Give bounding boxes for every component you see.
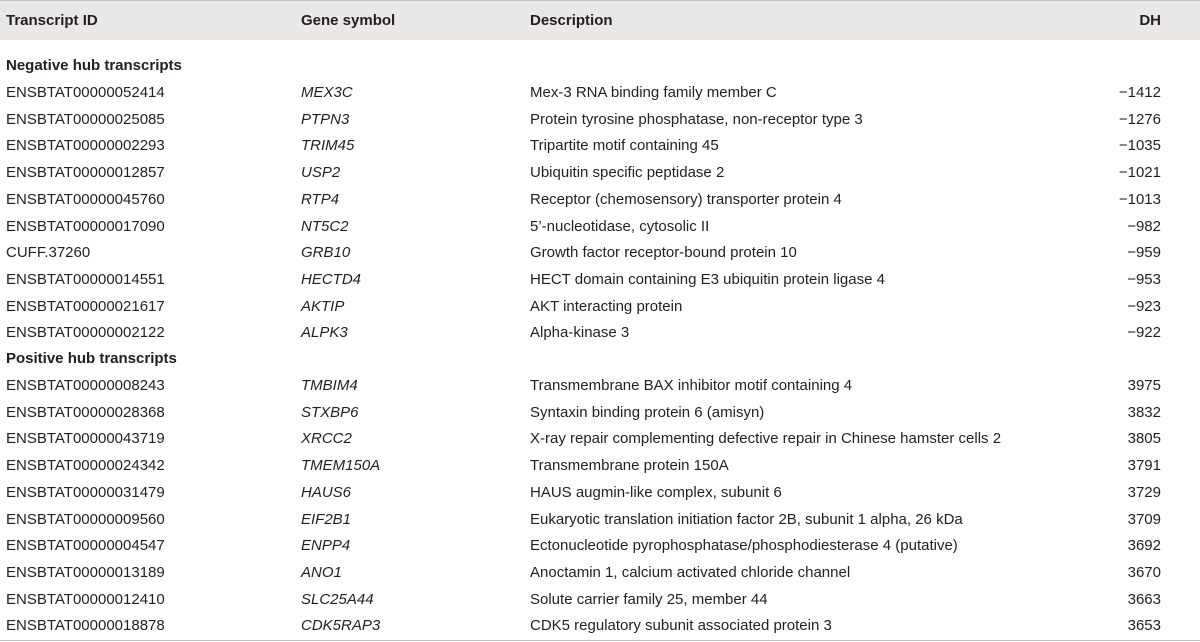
dh-value-cell: 3709 [1127, 510, 1161, 528]
transcript-id-cell: ENSBTAT00000052414 [6, 84, 165, 101]
dh-value-cell: 3729 [1127, 483, 1161, 501]
table-header-row [0, 0, 1200, 40]
dh-value-cell: −1035 [1118, 137, 1161, 155]
description-cell: Tripartite motif containing 45 [530, 137, 719, 155]
section-title: Positive hub transcripts [6, 350, 177, 367]
transcript-id-cell: ENSBTAT00000045760 [6, 190, 165, 208]
description-cell: Transmembrane BAX inhibitor motif containing 4 [530, 377, 853, 394]
table-row [0, 452, 1200, 479]
transcript-id-cell: CUFF.37260 [6, 244, 91, 262]
description-cell: Protein tyrosine phosphatase, non-receptor type 3 [530, 110, 863, 128]
transcript-id-cell: ENSBTAT00000043719 [6, 430, 165, 448]
gene-symbol-cell: CDK5RAP3 [301, 617, 381, 635]
table-row [0, 79, 1200, 106]
dh-value-cell: 3975 [1127, 377, 1161, 394]
description-cell: X-ray repair complementing defective repair in Chinese hamster cells 2 [530, 430, 1002, 448]
description-cell: Transmembrane protein 150A [530, 457, 729, 475]
transcript-id-cell: ENSBTAT00000012857 [6, 164, 165, 182]
gene-symbol-cell: TMBIM4 [301, 377, 358, 394]
description-cell: HAUS augmin-like complex, subunit 6 [530, 483, 782, 501]
header-transcript-id: Transcript ID [6, 12, 98, 29]
transcript-id-cell: ENSBTAT00000002293 [6, 137, 165, 155]
dh-value-cell: −1013 [1118, 190, 1161, 208]
dh-value-cell: −922 [1127, 324, 1161, 342]
dh-value-cell: 3692 [1127, 537, 1161, 555]
transcript-id-cell: ENSBTAT00000009560 [6, 510, 165, 528]
description-cell: Syntaxin binding protein 6 (amisyn) [530, 403, 765, 421]
transcript-id-cell: ENSBTAT00000002122 [6, 324, 165, 342]
table-row [0, 213, 1200, 240]
dh-value-cell: 3791 [1127, 457, 1161, 475]
dh-value-cell: 3653 [1127, 617, 1161, 635]
table-bottom-rule [0, 640, 1200, 641]
table-row [0, 586, 1200, 613]
dh-value-cell: −1276 [1118, 110, 1161, 128]
description-cell: Mex-3 RNA binding family member C [530, 84, 777, 101]
table-row [0, 425, 1200, 452]
gene-symbol-cell: ANO1 [301, 563, 342, 581]
gene-symbol-cell: HAUS6 [301, 483, 352, 501]
transcript-id-cell: ENSBTAT00000014551 [6, 270, 165, 288]
transcript-id-cell: ENSBTAT00000017090 [6, 217, 165, 235]
gene-symbol-cell: ALPK3 [301, 324, 348, 342]
description-cell: Anoctamin 1, calcium activated chloride channel [530, 563, 851, 581]
table-row [0, 372, 1200, 399]
transcript-id-cell: ENSBTAT00000028368 [6, 403, 165, 421]
section-title: Negative hub transcripts [6, 57, 182, 74]
transcript-id-cell: ENSBTAT00000025085 [6, 110, 165, 128]
transcript-id-cell: ENSBTAT00000021617 [6, 297, 165, 315]
gene-symbol-cell: ENPP4 [301, 537, 351, 555]
transcript-id-cell: ENSBTAT00000008243 [6, 377, 165, 394]
description-cell: Ectonucleotide pyrophosphatase/phosphodiesterase 4 (putative) [530, 537, 958, 555]
table-row [0, 612, 1200, 639]
description-cell: Alpha-kinase 3 [530, 324, 630, 342]
description-cell: Eukaryotic translation initiation factor 2B, subunit 1 alpha, 26 kDa [530, 510, 963, 528]
table-row [0, 106, 1200, 133]
table-row [0, 132, 1200, 159]
dh-value-cell: 3805 [1127, 430, 1161, 448]
table-row [0, 479, 1200, 506]
description-cell: AKT interacting protein [530, 297, 683, 315]
description-cell: CDK5 regulatory subunit associated protein 3 [530, 617, 832, 635]
header-dh: DH [1139, 12, 1161, 29]
table-row [0, 506, 1200, 533]
description-cell: Solute carrier family 25, member 44 [530, 590, 768, 608]
gene-symbol-cell: XRCC2 [301, 430, 352, 448]
transcript-id-cell: ENSBTAT00000004547 [6, 537, 165, 555]
transcript-id-cell: ENSBTAT00000013189 [6, 563, 165, 581]
dh-value-cell: −923 [1127, 297, 1161, 315]
table-row [0, 559, 1200, 586]
dh-value-cell: −1021 [1118, 164, 1161, 182]
gene-symbol-cell: TRIM45 [301, 137, 355, 155]
description-cell: 5’-nucleotidase, cytosolic II [530, 217, 710, 235]
table-row [0, 159, 1200, 186]
table-row [0, 293, 1200, 320]
description-cell: Growth factor receptor-bound protein 10 [530, 244, 797, 262]
gene-symbol-cell: TMEM150A [301, 457, 381, 475]
gene-symbol-cell: NT5C2 [301, 217, 349, 235]
header-gene-symbol: Gene symbol [301, 12, 396, 29]
transcript-id-cell: ENSBTAT00000024342 [6, 457, 165, 475]
gene-symbol-cell: RTP4 [301, 190, 340, 208]
description-cell: Receptor (chemosensory) transporter protein 4 [530, 190, 842, 208]
dh-value-cell: 3670 [1127, 563, 1161, 581]
gene-symbol-cell: PTPN3 [301, 110, 350, 128]
transcript-id-cell: ENSBTAT00000018878 [6, 617, 165, 635]
gene-symbol-cell: USP2 [301, 164, 341, 182]
table-row [0, 186, 1200, 213]
transcript-id-cell: ENSBTAT00000031479 [6, 483, 165, 501]
table-row [0, 399, 1200, 426]
description-cell: HECT domain containing E3 ubiquitin protein ligase 4 [530, 270, 885, 288]
dh-value-cell: −953 [1127, 270, 1161, 288]
dh-value-cell: −1412 [1118, 84, 1161, 101]
dh-value-cell: −982 [1127, 217, 1161, 235]
description-cell: Ubiquitin specific peptidase 2 [530, 164, 725, 182]
section-positive-heading [0, 345, 1200, 372]
gene-symbol-cell: AKTIP [301, 297, 345, 315]
table-row [0, 239, 1200, 266]
gene-symbol-cell: HECTD4 [301, 270, 362, 288]
table-row [0, 266, 1200, 293]
gene-symbol-cell: GRB10 [301, 244, 351, 262]
gene-symbol-cell: EIF2B1 [301, 510, 352, 528]
dh-value-cell: 3663 [1127, 590, 1161, 608]
dh-value-cell: 3832 [1127, 403, 1161, 421]
dh-value-cell: −959 [1127, 244, 1161, 262]
table-row [0, 532, 1200, 559]
table-row [0, 319, 1200, 346]
gene-symbol-cell: STXBP6 [301, 403, 359, 421]
gene-symbol-cell: SLC25A44 [301, 590, 374, 608]
section-negative-heading [0, 52, 1200, 79]
gene-symbol-cell: MEX3C [301, 84, 353, 101]
header-description: Description [530, 12, 613, 29]
transcript-id-cell: ENSBTAT00000012410 [6, 590, 165, 608]
